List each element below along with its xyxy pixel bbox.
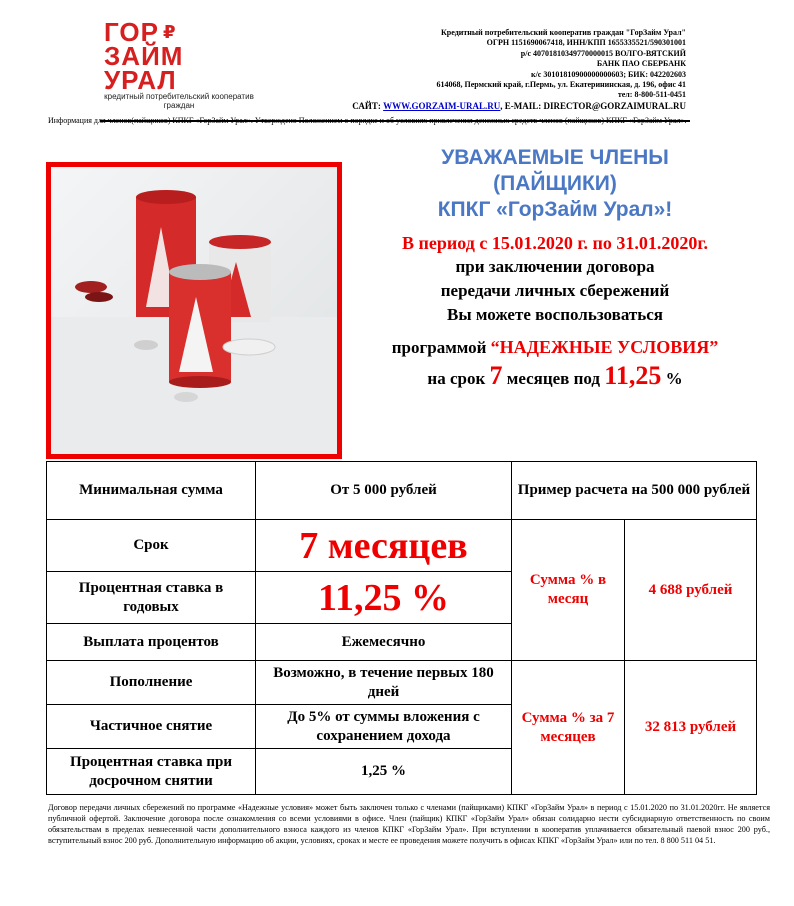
req-address: 614068, Пермский край, г.Пермь, ул. Екатерининская, д. 196, офис 41 — [436, 80, 686, 90]
partial-value: До 5% от суммы вложения с сохранением дохода — [256, 705, 512, 749]
logo-subtitle: кредитный потребительский кооператив граждан — [104, 92, 254, 110]
month-sum-label: Сумма % в месяц — [512, 520, 625, 661]
min-sum-value: От 5 000 рублей — [256, 462, 512, 520]
greeting-line-1: УВАЖАЕМЫЕ ЧЛЕНЫ — [441, 146, 669, 169]
company-requisites — [286, 28, 686, 111]
rate-label: Процентная ставка в годовых — [47, 572, 256, 624]
req-ogrn: ОГРН 1151690067418, ИНН/КПП 1655335521/590301001 — [486, 38, 686, 48]
company-logo — [104, 17, 272, 112]
promo-period: В период с 15.01.2020 г. по 31.01.2020г. — [402, 233, 708, 253]
disclaimer-text: Договор передачи личных сбережений по программе «Надежные условия» может быть заключен только с членами (пайщиками) КПКГ «ГорЗайм Урал» в период с 15.01.2020 по 31.01.2020гг. Не является публичной офертой. Заключение договора после ознакомления со всеми условиями в офисе. Член (пайщик) КПКГ «ГорЗайм Урал» обязан солидарно нести субсидиарную ответственность по своим обязательствам в пределах невнесенной части дополнительного взноса каждого из членов КПКГ «ГорЗайм Урал». При вступлении в кооператив уплачивается обязательный паевой взнос 200 руб., вступительный взнос 200 руб. Дополнительную информацию об акции, условиях, сроках и месте ее проведения можете получить в офисах КПКГ «ГорЗайм Урал» или по тел. 8 800 511 04 51. — [48, 803, 770, 845]
greeting-line-2: (ПАЙЩИКИ) — [493, 172, 617, 195]
month-sum-value: 4 688 рублей — [625, 520, 757, 661]
topup-label: Пополнение — [47, 661, 256, 705]
early-value: 1,25 % — [256, 749, 512, 795]
term-value: 7 месяцев — [256, 520, 512, 572]
term-line: на срок 7 месяцев под 11,25 % — [427, 361, 683, 390]
min-sum-label: Минимальная сумма — [47, 462, 256, 520]
payout-label: Выплата процентов — [47, 624, 256, 661]
logo-line-3: УРАЛ — [104, 65, 177, 95]
logo-line-1: ГОР ₽ — [104, 17, 177, 47]
program-name: “НАДЕЖНЫЕ УСЛОВИЯ” — [490, 337, 719, 357]
promo-headline — [345, 145, 765, 391]
partial-label: Частичное снятие — [47, 705, 256, 749]
req-phone: тел: 8-800-511-0451 — [617, 90, 686, 100]
promo-line-6: передачи личных сбережений — [440, 281, 670, 300]
payout-value: Ежемесячно — [256, 624, 512, 661]
req-account: р/с 40701810349770000015 ВОЛГО-ВЯТСКИЙ — [520, 48, 686, 58]
table-row — [47, 661, 757, 705]
total-sum-label: Сумма % за 7 месяцев — [512, 661, 625, 795]
intro-text: Информация для членов(пайщиков) КПКГ «ГорЗайм Урал». Утверждено Положением о порядке и об условиях привлечения денежных средств членов (пайщиков) КПКГ «ГорЗайм Урал». — [48, 116, 687, 125]
logo-line-2: ЗАЙМ — [104, 41, 184, 71]
req-contacts: САЙТ: WWW.GORZAIM-URAL.RU, E-MAIL: DIRECTOR@GORZAIMURAL.RU — [352, 100, 686, 111]
rate-value: 11,25 % — [256, 572, 512, 624]
table-row — [47, 520, 757, 572]
greeting-line-3: КПКГ «ГорЗайм Урал»! — [437, 198, 673, 221]
example-header: Пример расчета на 500 000 рублей — [512, 462, 757, 520]
topup-value: Возможно, в течение первых 180 дней — [256, 661, 512, 705]
program-line: программой “НАДЕЖНЫЕ УСЛОВИЯ” — [391, 337, 719, 357]
req-bank: БАНК ПАО СБЕРБАНК — [596, 59, 686, 69]
term-label: Срок — [47, 520, 256, 572]
website-link[interactable]: WWW.GORZAIM-URAL.RU — [383, 100, 501, 111]
req-corr: к/с 30101810900000000603; БИК: 042202603 — [530, 69, 686, 79]
req-name: Кредитный потребительский кооператив граждан "ГорЗайм Урал" — [441, 28, 686, 37]
promo-line-5: при заключении договора — [455, 257, 655, 276]
product-photo — [46, 162, 342, 459]
early-label: Процентная ставка при досрочном снятии — [47, 749, 256, 795]
total-sum-value: 32 813 рублей — [625, 661, 757, 795]
promo-line-7: Вы можете воспользоваться — [447, 305, 663, 324]
terms-table — [46, 461, 757, 795]
table-row — [47, 462, 757, 520]
